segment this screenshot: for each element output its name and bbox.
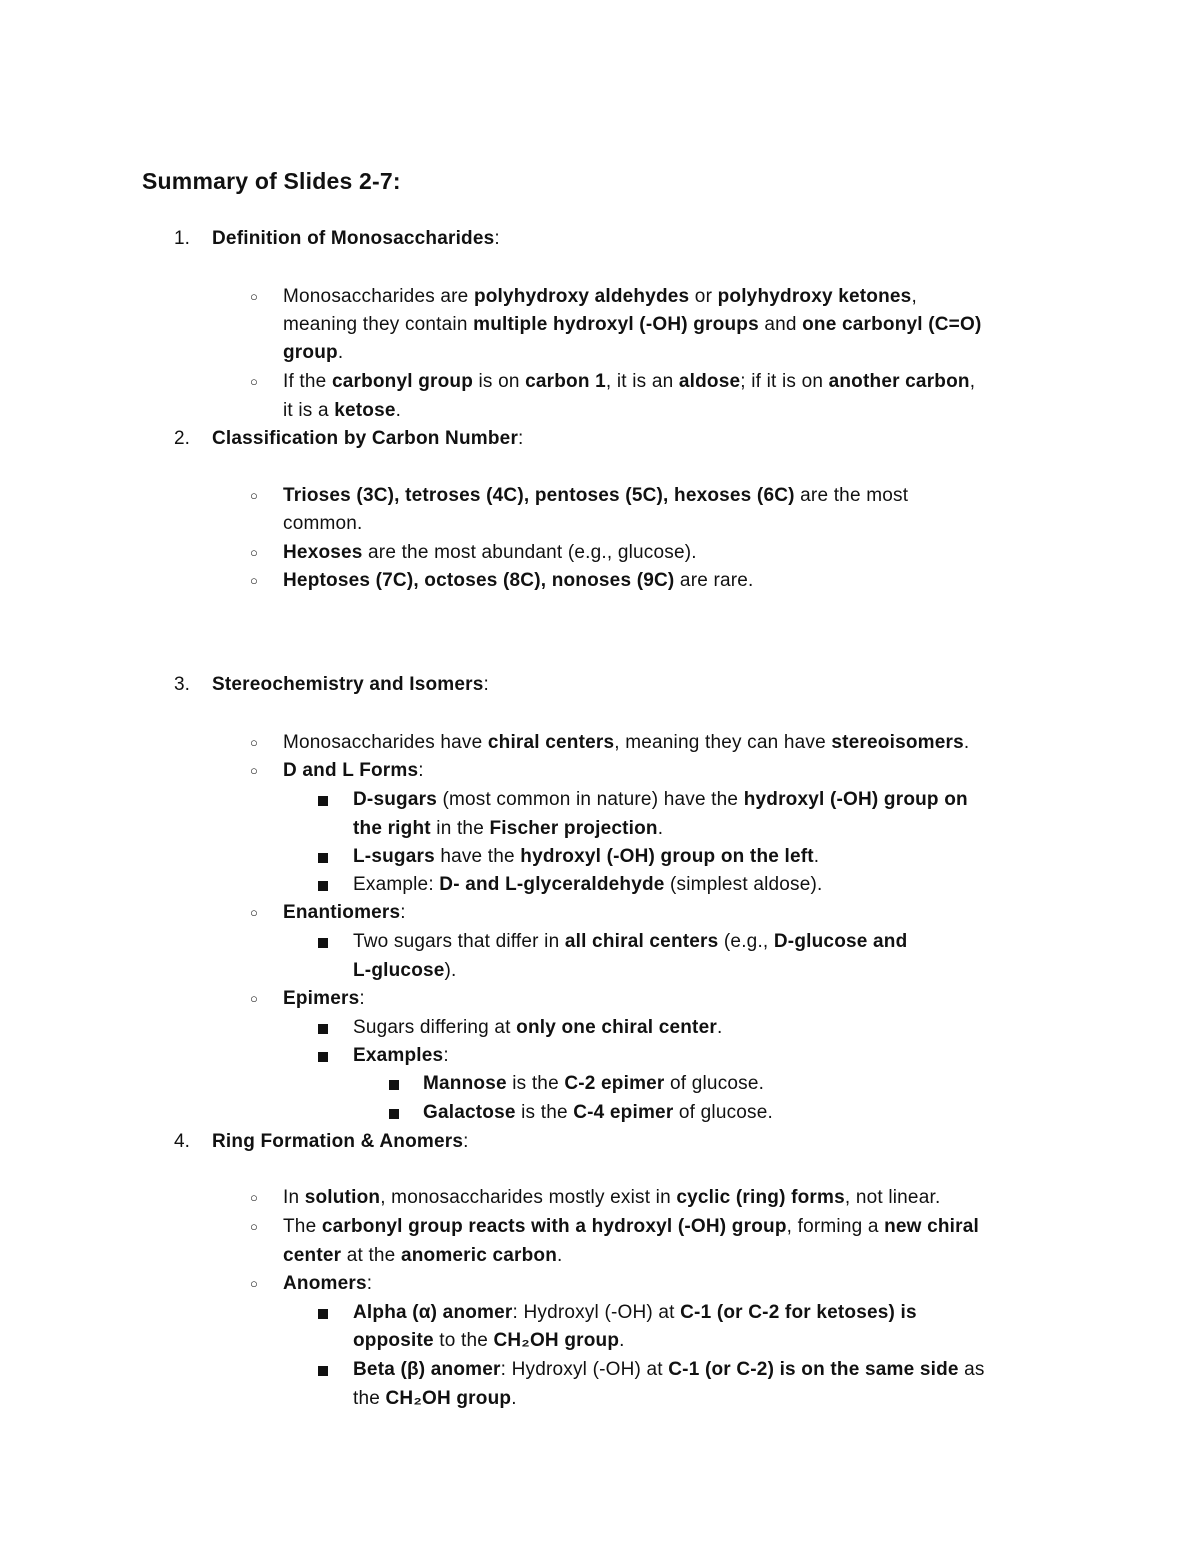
bold-text: D and L Forms bbox=[283, 760, 419, 781]
list-item bbox=[353, 1042, 449, 1070]
heading-text: Definition of Monosaccharides bbox=[212, 228, 495, 249]
section-heading-1 bbox=[212, 225, 500, 253]
bold-text: all chiral centers bbox=[564, 931, 719, 952]
bold-text: polyhydroxy aldehydes bbox=[473, 286, 690, 307]
text: Two sugars that differ in bbox=[353, 931, 565, 952]
text: is the bbox=[506, 1073, 565, 1094]
bold-text: Trioses (3C), tetroses (4C), pentoses (5C), hexoses (6C) bbox=[283, 485, 795, 506]
square-bullet bbox=[318, 1024, 328, 1034]
text: If the bbox=[283, 371, 332, 392]
bold-text: opposite bbox=[353, 1330, 434, 1351]
bold-text: C-1 (or C-2 for ketoses) is bbox=[680, 1302, 917, 1323]
text: , meaning they can have bbox=[614, 732, 832, 753]
bold-text: D- and L-glyceraldehyde bbox=[439, 874, 665, 895]
bold-text: stereoisomers bbox=[831, 732, 964, 753]
square-bullet bbox=[318, 1309, 328, 1319]
text: , monosaccharides mostly exist in bbox=[380, 1187, 677, 1208]
list-item bbox=[283, 985, 365, 1013]
bold-text: C-4 epimer bbox=[573, 1102, 674, 1123]
bold-text: polyhydroxy ketones bbox=[717, 286, 912, 307]
bold-text: cyclic (ring) forms bbox=[676, 1187, 845, 1208]
circle-bullet: ○ bbox=[250, 905, 258, 920]
text: or bbox=[689, 286, 718, 307]
bold-text: hydroxyl (-OH) group on the left bbox=[520, 846, 814, 867]
text: of glucose. bbox=[664, 1073, 765, 1094]
bold-text: carbon 1 bbox=[525, 371, 606, 392]
list-item bbox=[283, 283, 917, 311]
circle-bullet: ○ bbox=[250, 735, 258, 750]
bold-text: solution bbox=[304, 1187, 381, 1208]
bold-text: ketose bbox=[334, 400, 396, 421]
bold-text: CH₂OH group bbox=[385, 1388, 512, 1409]
list-item bbox=[283, 482, 908, 510]
text: it is a bbox=[283, 400, 335, 421]
bold-text: group bbox=[283, 342, 338, 363]
list-item-continuation bbox=[353, 1327, 625, 1355]
list-item bbox=[353, 1014, 722, 1042]
text: . bbox=[813, 846, 820, 867]
list-number-4: 4. bbox=[174, 1131, 190, 1152]
list-item bbox=[353, 871, 823, 899]
bold-text: new chiral bbox=[884, 1216, 979, 1237]
list-item bbox=[283, 757, 424, 785]
text: is the bbox=[515, 1102, 574, 1123]
list-item-continuation bbox=[283, 339, 343, 367]
list-item bbox=[283, 729, 969, 757]
text: (simplest aldose). bbox=[664, 874, 823, 895]
list-item bbox=[283, 539, 697, 567]
bold-text: Beta (β) anomer bbox=[353, 1359, 501, 1380]
bold-text: D-glucose and bbox=[773, 931, 908, 952]
heading-colon: : bbox=[483, 674, 489, 695]
bold-text: CH₂OH group bbox=[493, 1330, 620, 1351]
list-item-continuation bbox=[353, 1385, 517, 1413]
text: , bbox=[969, 371, 976, 392]
text: : bbox=[443, 1045, 449, 1066]
circle-bullet: ○ bbox=[250, 488, 258, 503]
text: at the bbox=[341, 1245, 401, 1266]
circle-bullet: ○ bbox=[250, 1190, 258, 1205]
square-bullet bbox=[389, 1080, 399, 1090]
square-bullet bbox=[318, 1052, 328, 1062]
heading-colon: : bbox=[463, 1131, 469, 1152]
circle-bullet: ○ bbox=[250, 991, 258, 1006]
list-item bbox=[353, 843, 819, 871]
text: ; if it is on bbox=[740, 371, 829, 392]
text: . bbox=[557, 1245, 563, 1266]
text: : Hydroxyl (-OH) at bbox=[512, 1302, 681, 1323]
bold-text: another carbon bbox=[828, 371, 970, 392]
list-item-continuation bbox=[353, 815, 663, 843]
text: (e.g., bbox=[718, 931, 774, 952]
bold-text: Fischer projection bbox=[489, 818, 658, 839]
bold-text: Alpha (α) anomer bbox=[353, 1302, 513, 1323]
square-bullet bbox=[318, 938, 328, 948]
heading-text: Classification by Carbon Number bbox=[212, 428, 519, 449]
circle-bullet: ○ bbox=[250, 1219, 258, 1234]
text: . bbox=[395, 400, 402, 421]
bold-text: Anomers bbox=[283, 1273, 367, 1294]
bold-text: Galactose bbox=[423, 1102, 516, 1123]
list-number-1: 1. bbox=[174, 228, 190, 249]
list-item bbox=[283, 1213, 979, 1241]
list-number-3: 3. bbox=[174, 674, 190, 695]
text: , bbox=[911, 286, 917, 307]
bold-text: carbonyl group reacts with a hydroxyl (-OH) group bbox=[321, 1216, 787, 1237]
bold-text: multiple hydroxyl (-OH) groups bbox=[473, 314, 759, 335]
square-bullet bbox=[318, 853, 328, 863]
text: Sugars differing at bbox=[353, 1017, 517, 1038]
list-item bbox=[283, 1270, 372, 1298]
list-item bbox=[283, 1184, 940, 1212]
bold-text: center bbox=[283, 1245, 342, 1266]
text: are the most bbox=[794, 485, 909, 506]
text: . bbox=[657, 818, 664, 839]
heading-colon: : bbox=[494, 228, 500, 249]
circle-bullet: ○ bbox=[250, 545, 258, 560]
heading-colon: : bbox=[518, 428, 524, 449]
text: meaning they contain bbox=[283, 314, 474, 335]
list-item-continuation bbox=[283, 1242, 563, 1270]
list-item-continuation bbox=[353, 957, 457, 985]
bold-text: Epimers bbox=[283, 988, 360, 1009]
text: of glucose. bbox=[673, 1102, 773, 1123]
text: : bbox=[418, 760, 424, 781]
text: Monosaccharides are bbox=[283, 286, 474, 307]
bold-text: one carbonyl (C=O) bbox=[802, 314, 982, 335]
heading-text: Stereochemistry and Isomers bbox=[212, 674, 484, 695]
list-item bbox=[353, 928, 907, 956]
text: The bbox=[283, 1216, 322, 1237]
bold-text: Heptoses (7C), octoses (8C), nonoses (9C) bbox=[283, 570, 675, 591]
text: ). bbox=[444, 960, 457, 981]
text: : bbox=[400, 902, 406, 923]
bold-text: D-sugars bbox=[353, 789, 437, 810]
text: . bbox=[619, 1330, 625, 1351]
text: in the bbox=[430, 818, 490, 839]
bold-text: Examples bbox=[353, 1045, 444, 1066]
page-title: Summary of Slides 2-7: bbox=[142, 168, 401, 194]
bold-text: L-sugars bbox=[353, 846, 435, 867]
circle-bullet: ○ bbox=[250, 573, 258, 588]
text: is on bbox=[473, 371, 526, 392]
list-item bbox=[353, 1299, 917, 1327]
circle-bullet: ○ bbox=[250, 763, 258, 778]
text: , it is an bbox=[605, 371, 679, 392]
bold-text: aldose bbox=[678, 371, 741, 392]
bold-text: the right bbox=[353, 818, 431, 839]
text: : bbox=[366, 1273, 373, 1294]
text: , forming a bbox=[786, 1216, 885, 1237]
bold-text: only one chiral center bbox=[516, 1017, 717, 1038]
list-item bbox=[283, 368, 975, 396]
bold-text: Enantiomers bbox=[283, 902, 401, 923]
text: Monosaccharides have bbox=[283, 732, 488, 753]
list-item-continuation bbox=[283, 510, 363, 538]
text: have the bbox=[434, 846, 521, 867]
heading-text: Ring Formation & Anomers bbox=[212, 1131, 464, 1152]
list-item bbox=[353, 1356, 985, 1384]
square-bullet bbox=[318, 1366, 328, 1376]
text: as bbox=[958, 1359, 985, 1380]
text: are rare. bbox=[674, 570, 754, 591]
text: : Hydroxyl (-OH) at bbox=[500, 1359, 669, 1380]
list-item bbox=[283, 899, 406, 927]
bold-text: C-2 epimer bbox=[564, 1073, 665, 1094]
text: and bbox=[758, 314, 803, 335]
list-item bbox=[423, 1099, 773, 1127]
list-item bbox=[353, 786, 968, 814]
square-bullet bbox=[318, 881, 328, 891]
text: common. bbox=[283, 513, 363, 534]
square-bullet bbox=[389, 1109, 399, 1119]
bold-text: Hexoses bbox=[283, 542, 363, 563]
bold-text: L-glucose bbox=[353, 960, 445, 981]
text: . bbox=[963, 732, 970, 753]
list-item-continuation bbox=[283, 397, 401, 425]
section-heading-2 bbox=[212, 425, 524, 453]
text: to the bbox=[433, 1330, 494, 1351]
square-bullet bbox=[318, 796, 328, 806]
text: . bbox=[337, 342, 344, 363]
section-heading-3 bbox=[212, 671, 489, 699]
list-item bbox=[283, 567, 754, 595]
text: . bbox=[716, 1017, 723, 1038]
text: : bbox=[359, 988, 365, 1009]
bold-text: carbonyl group bbox=[331, 371, 474, 392]
list-number-2: 2. bbox=[174, 428, 190, 449]
text: (most common in nature) have the bbox=[436, 789, 744, 810]
text: . bbox=[511, 1388, 517, 1409]
text: the bbox=[353, 1388, 386, 1409]
text: , not linear. bbox=[844, 1187, 941, 1208]
circle-bullet: ○ bbox=[250, 1276, 258, 1291]
bold-text: C-1 (or C-2) is on the same side bbox=[668, 1359, 959, 1380]
text: are the most abundant (e.g., glucose). bbox=[362, 542, 697, 563]
text: Example: bbox=[353, 874, 440, 895]
bold-text: hydroxyl (-OH) group on bbox=[743, 789, 968, 810]
circle-bullet: ○ bbox=[250, 374, 258, 389]
list-item bbox=[423, 1070, 764, 1098]
list-item-continuation bbox=[283, 311, 982, 339]
bold-text: anomeric carbon bbox=[400, 1245, 558, 1266]
text: In bbox=[283, 1187, 305, 1208]
circle-bullet: ○ bbox=[250, 289, 258, 304]
section-heading-4 bbox=[212, 1128, 469, 1156]
bold-text: Mannose bbox=[423, 1073, 507, 1094]
bold-text: chiral centers bbox=[487, 732, 615, 753]
